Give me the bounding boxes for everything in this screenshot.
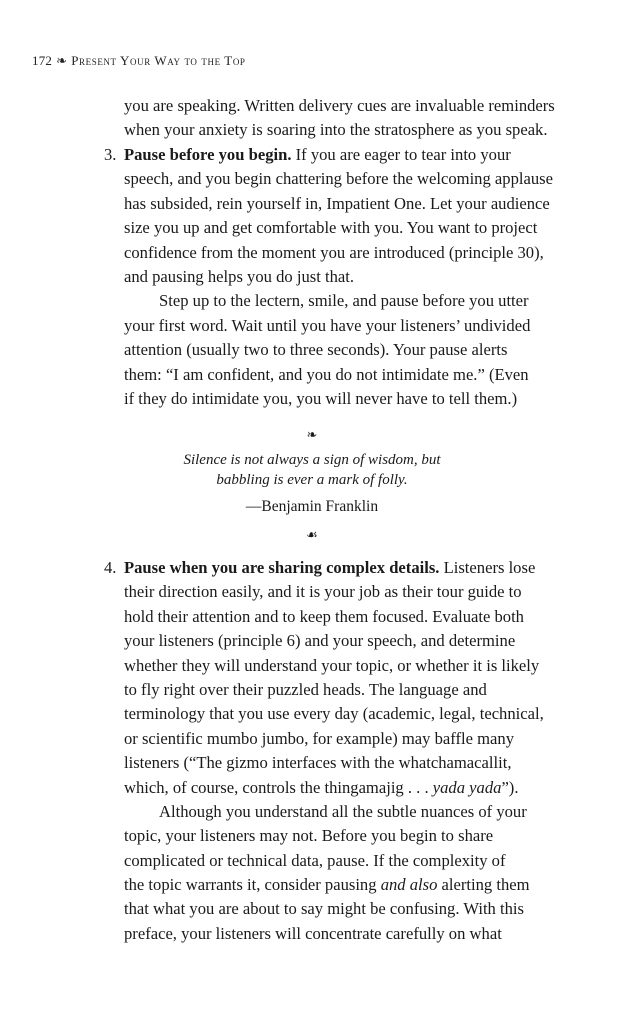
text-line: Step up to the lectern, smile, and pause before you utter: [159, 291, 529, 311]
quote-line: Silence is not always a sign of wisdom, but: [183, 452, 441, 468]
text-line: when your anxiety is soaring into the stratosphere as you speak.: [124, 120, 548, 140]
ornament-icon: ❧: [306, 427, 318, 442]
item-number: 3.: [104, 145, 117, 164]
ornament-icon: ☙: [306, 527, 318, 542]
text-line: size you up and get comfortable with you. You want to project: [124, 218, 538, 238]
text-line: preface, your listeners will concentrate carefully on what: [124, 923, 502, 943]
page-number: 172: [32, 53, 53, 68]
text-line: you are speaking. Written delivery cues are invaluable reminders: [124, 96, 555, 115]
quote-attribution: —Benjamin Franklin: [245, 498, 379, 515]
text-line: to fly right over their puzzled heads. The language and: [124, 679, 487, 699]
intro-paragraph: [124, 94, 574, 143]
text-line: confidence from the moment you are introduced (principle 30),: [124, 242, 544, 262]
text-line: attention (usually two to three seconds). Your pause alerts: [124, 340, 508, 360]
item-3: [124, 143, 574, 411]
text-line: them: “I am confident, and you do not intimidate me.” (Even: [124, 364, 529, 384]
running-head: [32, 53, 246, 69]
text-line: and pausing helps you do just that.: [124, 266, 354, 286]
text-line: terminology that you use every day (academic, legal, technical,: [124, 704, 544, 724]
text-line: has subsided, rein yourself in, Impatient One. Let your audience: [124, 193, 550, 213]
item-heading: Pause before you begin.: [124, 145, 292, 164]
fleuron-icon: ❧: [56, 53, 68, 68]
text-line: speech, and you begin chattering before the welcoming applause: [124, 169, 553, 189]
text-line: Pause when you are sharing complex details. Listeners lose: [124, 558, 536, 577]
text-line: that what you are about to say might be confusing. With this: [124, 899, 524, 919]
text-line: their direction easily, and it is your job as their tour guide to: [124, 582, 522, 602]
text-line: complicated or technical data, pause. If the complexity of: [124, 850, 506, 870]
book-title: Present Your Way to the Top: [71, 53, 246, 68]
text-line: whether they will understand your topic, or whether it is likely: [124, 655, 540, 675]
text-line: or scientific mumbo jumbo, for example) may baffle many: [124, 728, 514, 748]
text-line: your listeners (principle 6) and your speech, and determine: [124, 631, 516, 651]
text-line: your first word. Wait until you have your listeners’ undivided: [124, 315, 531, 335]
text-line: which, of course, controls the thingamajig . . . yada yada”).: [124, 777, 519, 797]
text-line: if they do intimidate you, you will never have to tell them.): [124, 388, 518, 408]
text-line: Although you understand all the subtle nuances of your: [159, 801, 527, 821]
text-line: topic, your listeners may not. Before you begin to share: [124, 826, 494, 846]
text-line: Pause before you begin. If you are eager to tear into your: [124, 145, 511, 164]
quote-line: babbling is ever a mark of folly.: [216, 472, 408, 488]
text-line: the topic warrants it, consider pausing and also alerting them: [124, 875, 530, 895]
item-4: [124, 556, 574, 946]
text-line: hold their attention and to keep them focused. Evaluate both: [124, 606, 524, 626]
item-number: 4.: [104, 558, 117, 577]
item-heading: Pause when you are sharing complex details.: [124, 558, 440, 577]
text-line: listeners (“The gizmo interfaces with the whatchamacallit,: [124, 753, 512, 773]
